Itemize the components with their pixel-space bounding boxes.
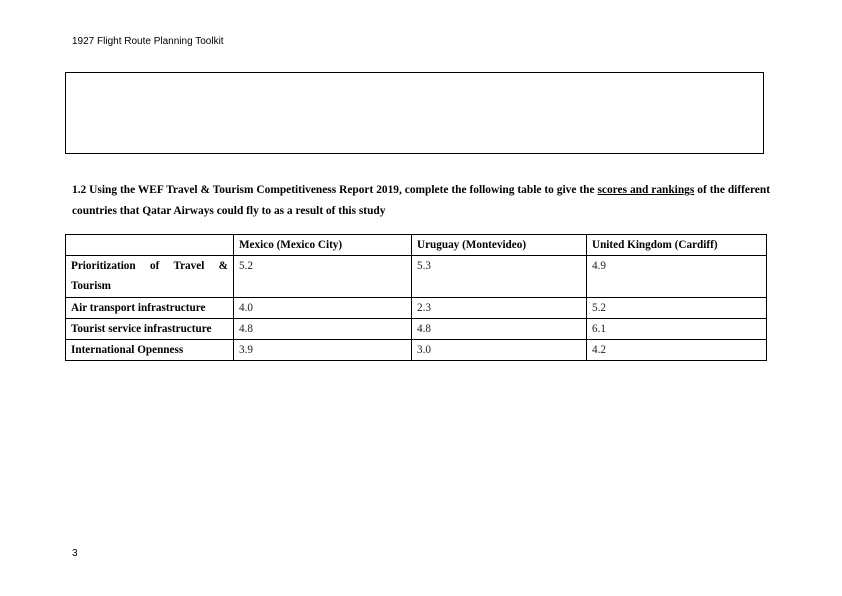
cell-value[interactable]: 5.2 [234,256,412,298]
row-label: Tourist service infrastructure [66,319,234,340]
question-text [72,180,770,222]
cell-value[interactable]: 4.8 [412,319,587,340]
document-header: 1927 Flight Route Planning Toolkit [72,36,224,47]
question-underlined: scores and rankings [597,184,695,196]
question-text-part2: of the different countries that Qatar Airways could fly to as a result of this study [72,184,770,217]
column-header-blank [66,235,234,256]
cell-value[interactable]: 4.9 [587,256,767,298]
column-header-uk: United Kingdom (Cardiff) [587,235,767,256]
table-row [66,340,767,361]
row-label: Prioritization of Travel & Tourism [66,256,234,298]
column-header-uruguay: Uruguay (Montevideo) [412,235,587,256]
table-row [66,256,767,298]
table-row [66,298,767,319]
cell-value[interactable]: 5.3 [412,256,587,298]
row-label: International Openness [66,340,234,361]
cell-value[interactable]: 5.2 [587,298,767,319]
column-header-mexico: Mexico (Mexico City) [234,235,412,256]
cell-value[interactable]: 3.9 [234,340,412,361]
page-number: 3 [72,548,78,559]
cell-value[interactable]: 4.2 [587,340,767,361]
cell-value[interactable]: 4.8 [234,319,412,340]
row-label: Air transport infrastructure [66,298,234,319]
table-row [66,319,767,340]
answer-box[interactable] [65,72,764,154]
question-text-part1: 1.2 Using the WEF Travel & Tourism Competitiveness Report 2019, complete the following table to give the [72,184,598,196]
cell-value[interactable]: 6.1 [587,319,767,340]
cell-value[interactable]: 4.0 [234,298,412,319]
table-header-row [66,235,767,256]
cell-value[interactable]: 2.3 [412,298,587,319]
scores-table [65,234,767,361]
cell-value[interactable]: 3.0 [412,340,587,361]
